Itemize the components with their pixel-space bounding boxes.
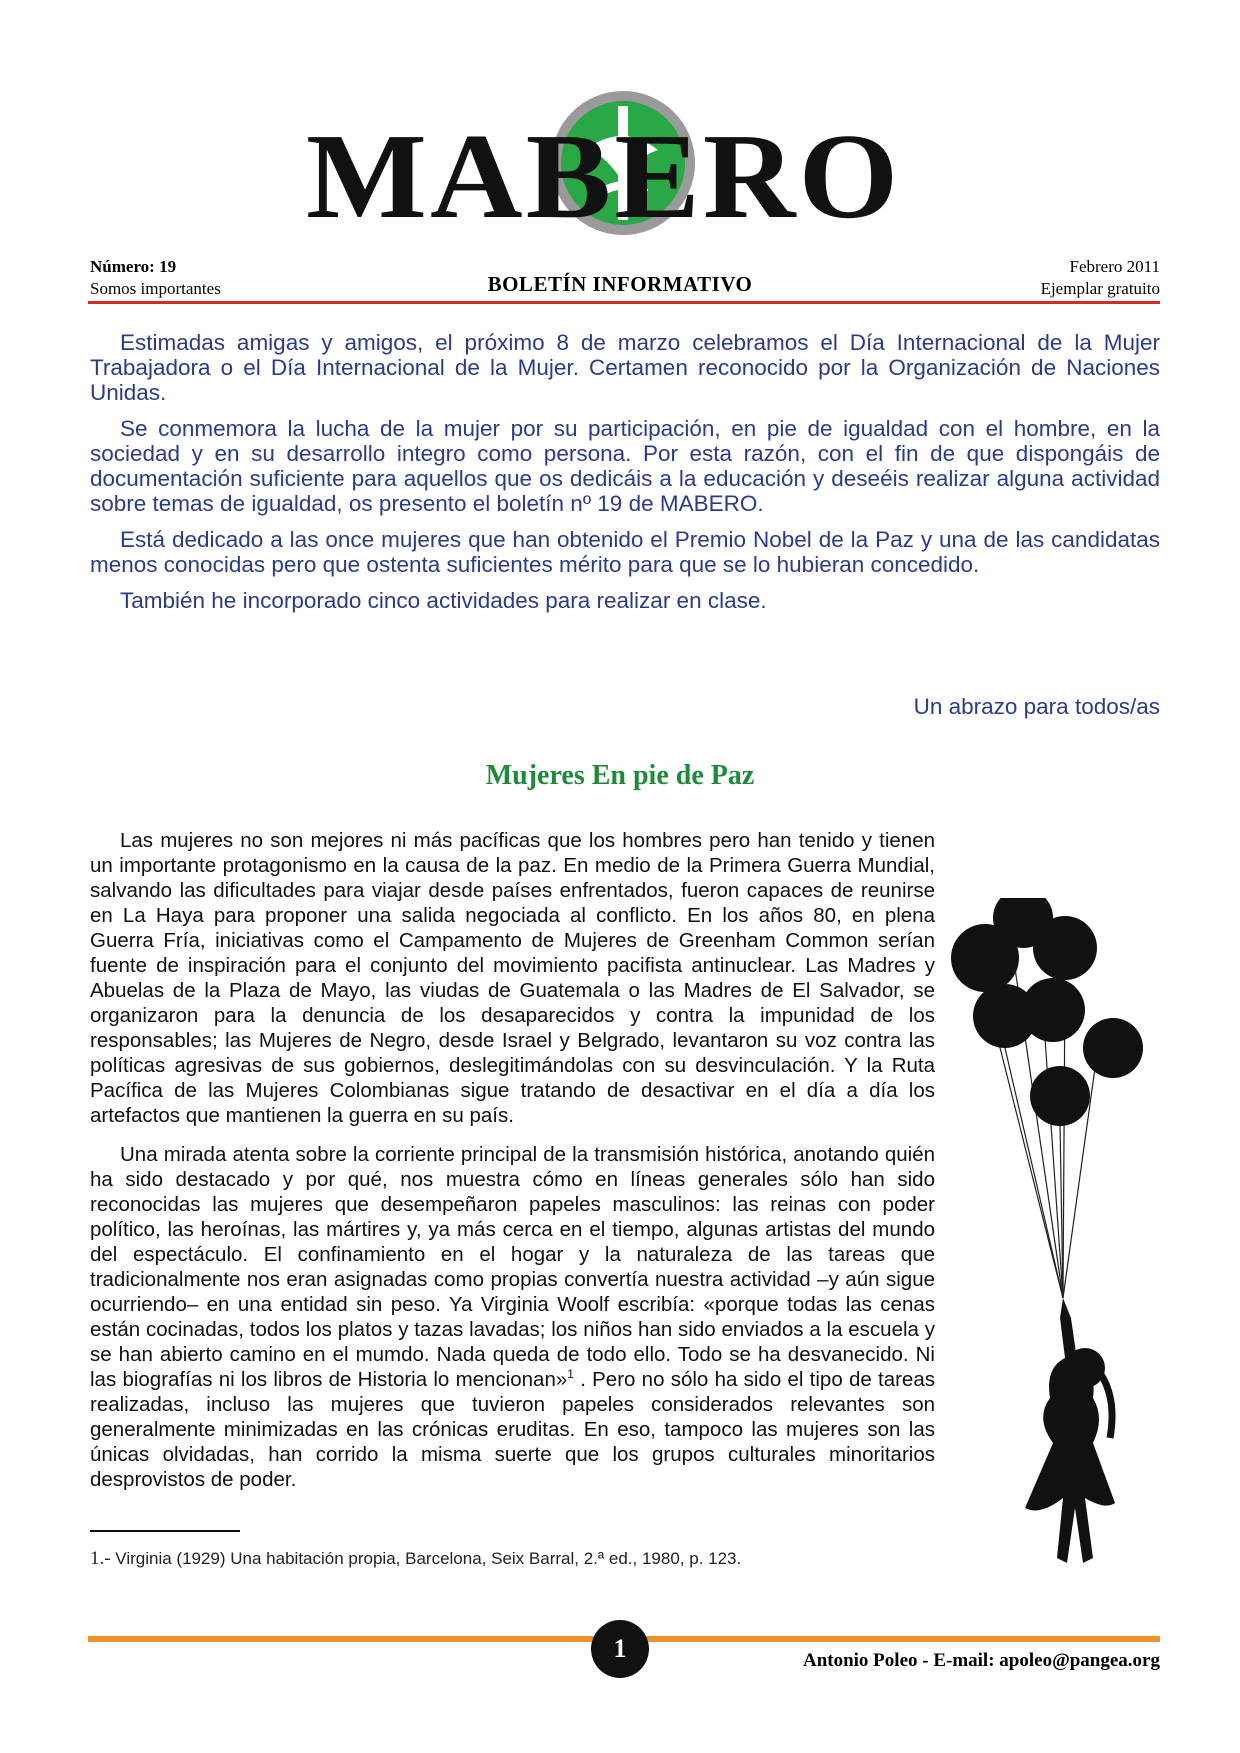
article-paragraph: Las mujeres no son mejores ni más pacíficas que los hombres pero han tenido y tienen un importante protagonismo en la causa de la paz. En medio de la Primera Guerra Mundial, salvando las dificultades para viajar desde países enfrentados, fueron capaces de reunirse en La Haya para proponer una salida negociada al conflicto. En los años 80, en plena Guerra Fría, iniciativas como el Campamento de Mujeres de Greenham Common serían fuente de inspiración para el conjunto del movimiento pacifista antinuclear. Las Madres y Abuelas de la Plaza de Mayo, las viudas de Guatemala o las Madres de El Salvador, se organizaron para la denuncia de los desaparecidos y contra la impunidad de los responsables; las Mujeres de Negro, desde Israel y Belgrado, levantaron su voz contra las políticas agresivas de sus gobiernos, deslegitimándolas con su desvinculación. Y la Ruta Pacífica de las Mujeres Colombianas sigue tratando de desactivar en el día a día los artefactos que mantienen la guerra en su país. — [90, 829, 935, 1127]
page-number: 1 — [591, 1620, 649, 1678]
intro-paragraph: Estimadas amigas y amigos, el próximo 8 de marzo celebramos el Día Internacional de la Mujer Trabajadora o el Día Internacional de la Mujer. Certamen reconocido por la Organización de Naciones Unidas. — [90, 330, 1160, 405]
intro-letter — [90, 330, 1160, 624]
masthead-logo — [306, 80, 902, 270]
bulletin-label: BOLETÍN INFORMATIVO — [487, 272, 753, 296]
article-body — [90, 828, 1160, 1598]
issue-date-info — [1041, 256, 1160, 300]
footnote-reference[interactable]: 1 — [567, 1367, 574, 1382]
intro-paragraph: También he incorporado cinco actividades para realizar en clase. — [120, 588, 767, 613]
girl-with-balloons-illustration — [945, 898, 1170, 1598]
issue-number: Número: 19 — [90, 257, 177, 276]
intro-paragraph: Se conmemora la lucha de la mujer por su participación, en pie de igualdad con el hombre, en la sociedad y en su desarrollo integro como persona. Por esta razón, con el fin de que dispongáis de documentación suficiente para aquellos que os dedicáis a la educación y deseéis realizar alguna actividad sobre temas de igualdad, os presento el boletín nº 19 de MABERO. — [90, 416, 1160, 516]
footnote-number: 1.- — [90, 1548, 111, 1569]
article-paragraph-2-text: Una mirada atenta sobre la corriente principal de la transmisión histórica, anotando quién ha sido destacado y por qué, nos muestra cómo en líneas generales sólo han sido reconocidas las mujeres que desempeñaron papeles masculinos: las reinas con poder político, las heroínas, las mártires y, ya más cerca en el tiempo, algunas artistas del mundo del espectáculo. El confinamiento en el hogar y la naturaleza de las tareas que tradicionalmente nos eran asignadas como propias convertía nuestra actividad –y aún sigue ocurriendo– en una entidad sin peso. Ya Virginia Woolf escribía: «porque todas las cenas están cocinadas, todos los platos y tazas lavadas; los niños han sido enviados a la escuela y se han abierto camino en el mumdo. Nada queda de todo ello. Todo se ha desvanecido. Ni las biografías ni los libros de Historia lo mencionan» — [90, 1143, 935, 1391]
masthead-tagline: Somos importantes — [90, 279, 221, 298]
copy-note: Ejemplar gratuito — [1040, 279, 1160, 298]
header-divider — [88, 301, 1160, 304]
intro-paragraph: Está dedicado a las once mujeres que han obtenido el Premio Nobel de la Paz y una de las candidatas menos conocidas pero que ostenta suficientes mérito para que se lo hubieran concedido. — [90, 527, 1160, 577]
footnote-text: Virginia (1929) Una habitación propia, Barcelona, Seix Barral, 2.ª ed., 1980, p. 123. — [110, 1549, 742, 1568]
issue-date: Febrero 2011 — [1069, 257, 1160, 276]
masthead-title: MABERO — [306, 109, 902, 244]
signoff: Un abrazo para todos/as — [913, 694, 1160, 719]
author-contact: Antonio Poleo - E-mail: apoleo@pangea.org — [802, 1650, 1160, 1671]
footnote — [90, 1548, 741, 1570]
section-title: Mujeres En pie de Paz — [485, 760, 755, 791]
footnote-divider — [90, 1530, 240, 1532]
article-paragraph-2-text-end: . Pero no sólo ha sido el tipo de tareas realizadas, incluso las mujeres que tuvieron papeles considerados relevantes son generalmente minimizadas en las crónicas eruditas. En eso, tampoco las mujeres son las únicas olvidadas, han corrido la misma suerte que los grupos culturales minoritarios desprovistos de poder. — [90, 1368, 935, 1491]
